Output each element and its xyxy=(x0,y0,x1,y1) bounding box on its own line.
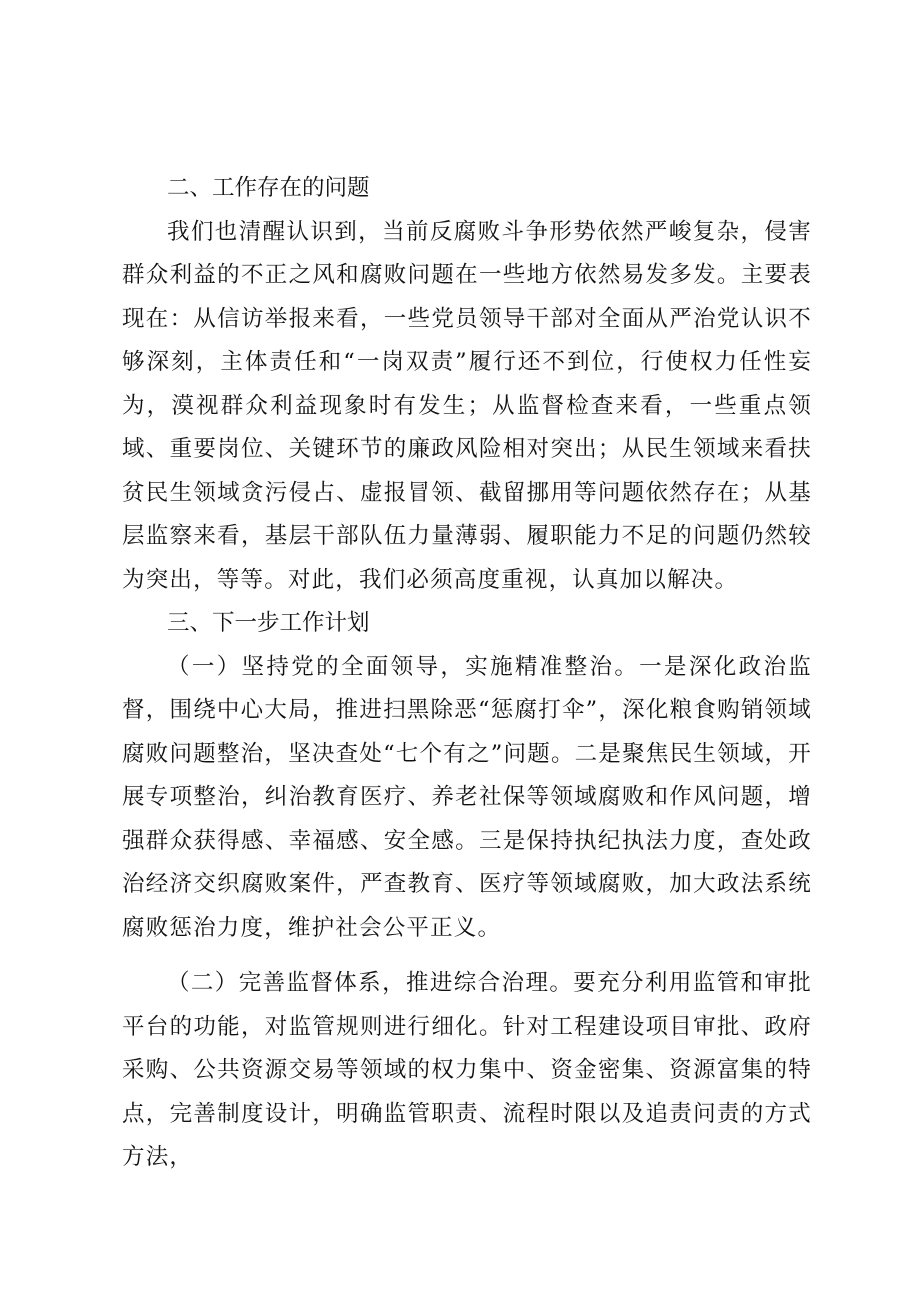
paragraph-plan-item-2: （二）完善监督体系，推进综合治理。要充分利用监管和审批平台的功能，对监管规则进行细化。针对工程建设项目审批、政府采购、公共资源交易等领域的权力集中、资金密集、资源富集的特点，完善制度设计，明确监管职责、流程时限以及追责问责的方式方法， xyxy=(122,970,812,1170)
document-body xyxy=(122,167,812,1180)
paragraph-plan-item-1: （一）坚持党的全面领导，实施精准整治。一是深化政治监督，围绕中心大局，推进扫黑除恶“惩腐打伞”，深化粮食购销领域腐败问题整治，坚决查处“七个有之”问题。二是聚焦民生领域，开展专项整治，纠治教育医疗、养老社保等领域腐败和作风问题，增强群众获得感、幸福感、安全感。三是保持执纪执法力度，查处政治经济交织腐败案件，严查教育、医疗等领域腐败，加大政法系统腐败惩治力度，维护社会公平正义。 xyxy=(122,653,812,941)
paragraph-problems: 我们也清醒认识到，当前反腐败斗争形势依然严峻复杂，侵害群众利益的不正之风和腐败问题在一些地方依然易发多发。主要表现在：从信访举报来看，一些党员领导干部对全面从严治党认识不够深刻，主体责任和“一岗双责”履行还不到位，行使权力任性妄为，漠视群众利益现象时有发生；从监督检查来看，一些重点领域、重要岗位、关键环节的廉政风险相对突出；从民生领域来看扶贫民生领域贪污侵占、虚报冒领、截留挪用等问题依然存在；从基层监察来看，基层干部队伍力量薄弱、履职能力不足的问题仍然较为突出，等等。对此，我们必须高度重视，认真加以解决。 xyxy=(122,218,812,593)
section-heading-next-plan: 三、下一步工作计划 xyxy=(167,610,370,636)
section-heading-problems: 二、工作存在的问题 xyxy=(167,175,370,201)
